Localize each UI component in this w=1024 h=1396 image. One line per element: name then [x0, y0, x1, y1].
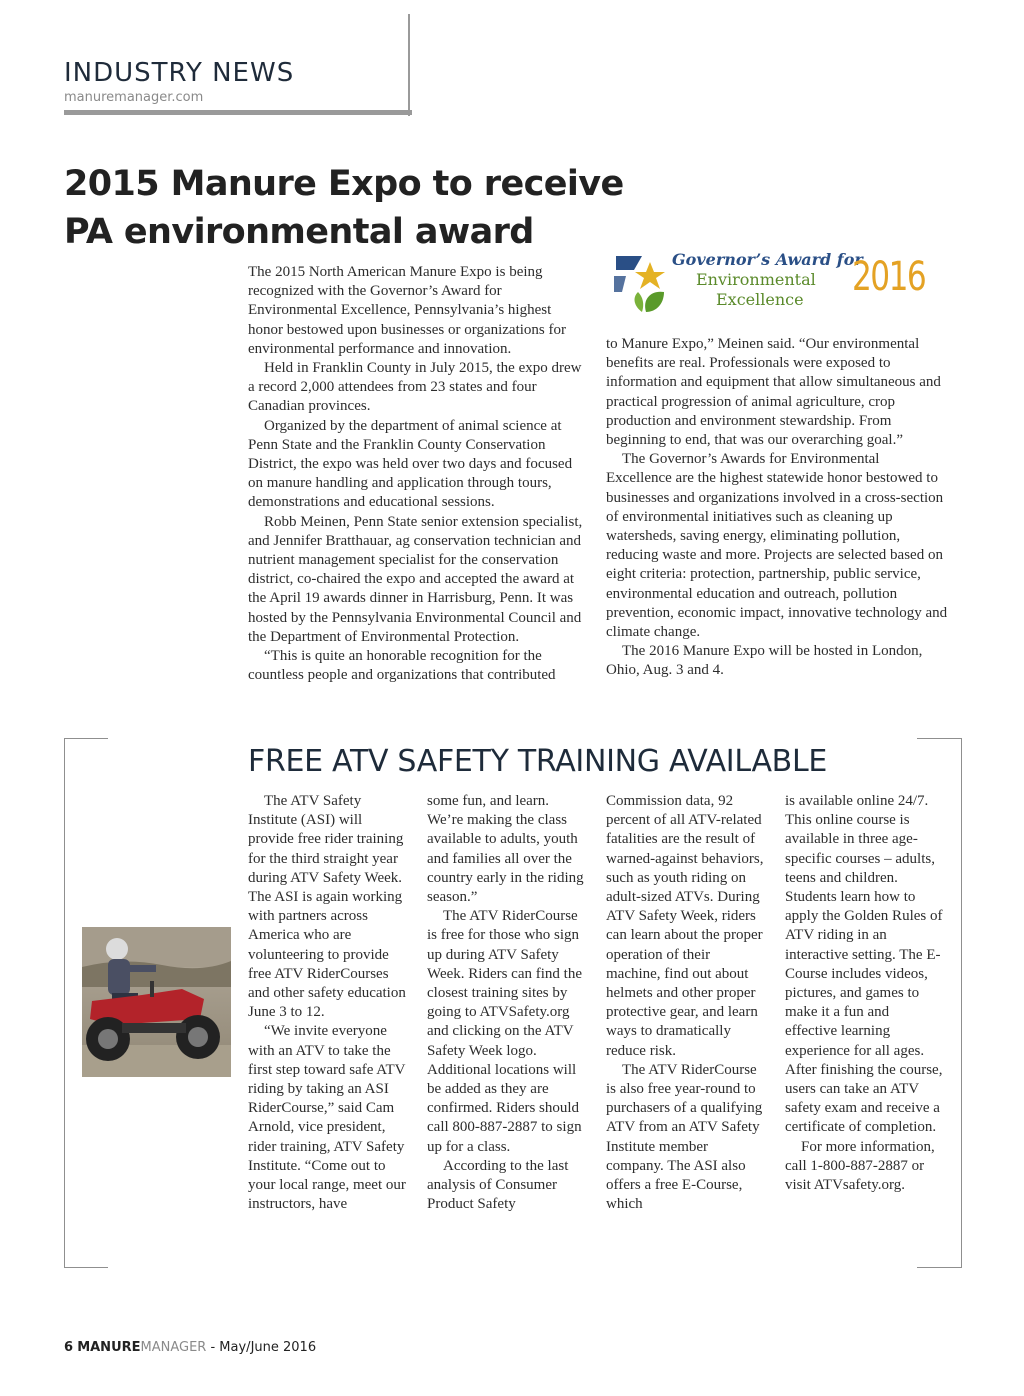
article-headline	[64, 160, 624, 256]
atv-rider-image	[82, 927, 231, 1077]
frame-bottom-left	[64, 1267, 108, 1268]
section-header	[64, 14, 410, 114]
section-url: manuremanager.com	[64, 90, 204, 105]
paragraph: The 2015 North American Manure Expo is being recognized with the Governor’s Award for Environmental Excellence, Pennsylvania’s highest honor bestowed upon businesses or organizations for environmental performance and innovation.	[248, 264, 567, 357]
paragraph: “We invite everyone with an ATV to take the first step toward safe ATV riding by taking an ASI RiderCourse,” said Cam Arnold, vice president, rider training, ATV Safety Institute. “Come out to your local range, meet our instructors, have	[248, 1023, 406, 1213]
magazine-brand-light: MANAGER	[140, 1340, 207, 1355]
atv-column-4	[785, 792, 945, 1195]
frame-left	[64, 738, 65, 1268]
headline-line-2: PA environmental award	[64, 212, 534, 252]
paragraph: is available online 24/7. This online course is available in three age-specific courses – adults, teens and children. Students learn how to apply the Golden Rules of ATV riding in an interactive setting. The E-Course includes videos, pictures, and games to make it a fun and effective learning experience for all ages. After finishing the course, users can take an ATV safety exam and receive a certificate of completion.	[785, 793, 943, 1136]
paragraph: The Governor’s Awards for Environmental Excellence are the highest statewide honor bestowed to businesses and organizations involved in a cross-section of environmental initiatives such as cleaning up watersheds, saving energy, eliminating pollution, reducing waste and more. Projects are selected based on eight criteria: protection, partnership, public service, environmental education and outreach, pollution prevention, economic impact, innovative technology and climate change.	[606, 451, 948, 641]
section-header-divider	[408, 14, 410, 116]
section-header-rule	[64, 110, 412, 115]
paragraph: The 2016 Manure Expo will be hosted in London, Ohio, Aug. 3 and 4.	[606, 643, 923, 679]
magazine-brand-bold: MANURE	[77, 1340, 141, 1355]
page-number: 6	[64, 1340, 74, 1355]
page-footer	[64, 1340, 316, 1355]
paragraph: For more information, call 1-800-887-2887 or visit ATVsafety.org.	[785, 1138, 935, 1194]
paragraph: The ATV RiderCourse is free for those who sign up during ATV Safety Week. Riders can find the closest training sites by going to ATVSafety.org and clicking on the ATV Safety Week logo. Additional locations will be added as they are confirmed. Riders should call 800-887-2887 to sign up for a class.	[427, 908, 582, 1155]
award-title-line-1: Governor’s Award for	[672, 250, 863, 269]
article-column-1	[248, 263, 588, 685]
paragraph: Organized by the department of animal science at Penn State and the Franklin County Conservation District, the expo was held over two days and focused on manure handling and application through tours, demonstrations and educational sessions.	[248, 417, 573, 511]
award-title-line-3: Excellence	[716, 290, 804, 309]
paragraph: According to the last analysis of Consumer Product Safety	[427, 1157, 569, 1213]
frame-top-left	[64, 738, 108, 739]
paragraph: “This is quite an honorable recognition for the countless people and organizations that contributed	[248, 648, 556, 684]
paragraph: Commission data, 92 percent of all ATV-related fatalities are the result of warned-against behaviors, such as youth riding on adult-sized ATVs. During ATV Safety Week, riders can learn about the proper operation of their machine, find out about helmets and other proper protective gear, and learn ways to dramatically reduce risk.	[606, 793, 764, 1059]
paragraph: Held in Franklin County in July 2015, the expo drew a record 2,000 attendees from 23 states and four Canadian provinces.	[248, 360, 582, 415]
paragraph: Robb Meinen, Penn State senior extension specialist, and Jennifer Bratthauar, ag conservation technician and nutrient management specialist for the conservation district, co-chaired the expo and accepted the award at the April 19 awards dinner in Harrisburg, Penn. It was hosted by the Pennsylvania Environmental Council and the Department of Environmental Protection.	[248, 513, 583, 645]
atv-column-1	[248, 792, 408, 1214]
headline-line-1: 2015 Manure Expo to receive	[64, 164, 624, 204]
section-title: INDUSTRY NEWS	[64, 58, 295, 88]
paragraph: some fun, and learn. We’re making the class available to adults, youth and families all over the country early in the riding season.”	[427, 793, 584, 906]
atv-article-title: FREE ATV SAFETY TRAINING AVAILABLE	[248, 744, 828, 779]
paragraph: The ATV Safety Institute (ASI) will provide free rider training for the third straight year during ATV Safety Week. The ASI is again working with partners across America who are volunteering to provide free ATV RiderCourses and other safety education June 3 to 12.	[248, 793, 406, 1021]
award-year: 2016	[852, 254, 926, 300]
paragraph: to Manure Expo,” Meinen said. “Our environmental benefits are real. Professionals were exposed to information and equipment that allow simultaneous and practical progression of animal agriculture, crop production and environment stewardship. From beginning to end, that was our overarching goal.”	[606, 336, 941, 449]
award-title-line-2: Environmental	[696, 270, 816, 289]
governors-award-logo	[612, 248, 926, 320]
paragraph: The ATV RiderCourse is also free year-round to purchasers of a qualifying ATV from an ATV Safety Institute member company. The ASI also offers a free E-Course, which	[606, 1061, 763, 1213]
article-column-2	[606, 335, 948, 681]
frame-top-right	[917, 738, 962, 739]
atv-rider-photo	[82, 927, 231, 1077]
atv-column-2	[427, 792, 587, 1214]
atv-column-3	[606, 792, 766, 1214]
frame-right	[961, 738, 962, 1268]
award-emblem-icon	[612, 252, 674, 316]
frame-bottom-right	[917, 1267, 962, 1268]
issue-date: - May/June 2016	[210, 1340, 317, 1355]
